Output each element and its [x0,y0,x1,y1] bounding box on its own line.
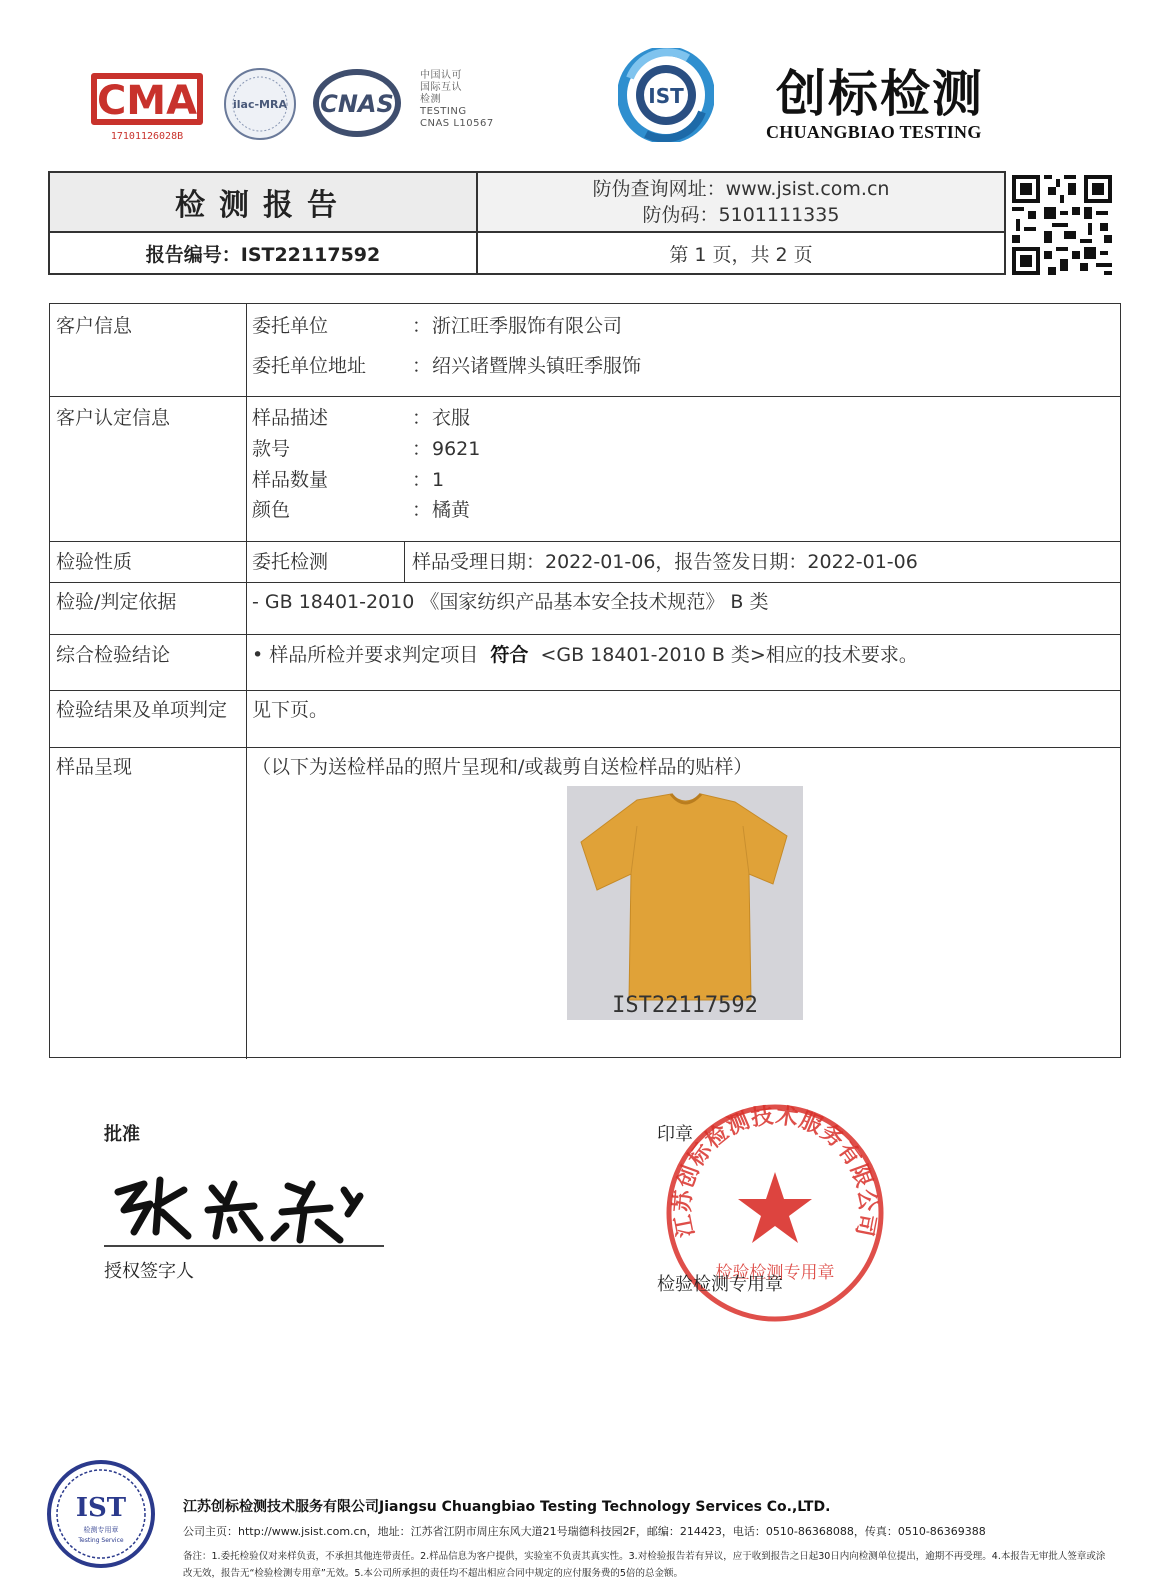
test-basis-label: 检验/判定依据 [56,591,177,613]
cma-number: 17101126028B [110,131,184,142]
colon: ： [412,438,432,460]
signer-role: 授权签字人 [104,1261,194,1282]
sample-desc-value: 衣服 [432,407,471,429]
footer-note: 备注：1.委托检验仅对来样负责，不承担其他连带责任。2.样品信息为客户提供，实验室不负责其真实性。3.对检验报告若有异议，应于收到报告之日起30日内向检测单位提出，逾期不再受理。4.本报告无审批人签章或涂改无效，报告无“检验检测专用章”无效。5.本公司所承担的责任均不超出相应合同中规定的应付服务费的5倍的总金额。 [183,1551,1106,1579]
cnas-caption [420,70,494,130]
footer-logo-sub1: 检测专用章 [83,1526,119,1534]
report-title-box [48,171,1006,275]
results-value: 见下页。 [252,699,329,721]
client-address-label: 委托单位地址 [252,355,367,377]
client-address-value: 绍兴诸暨牌头镇旺季服饰 [432,355,642,377]
cnas-line: CNAS L10567 [420,118,494,129]
anti-fake-info [478,173,1004,233]
footer-address: 公司主页：http://www.jsist.com.cn，地址：江苏省江阴市周庄东风大道21号瑞德科技园2F，邮编：214423，电话：0510-86368088，传真：0510-86369388 [183,1525,986,1538]
colon: ： [412,407,432,429]
sample-photo [567,786,803,1020]
ist-text: IST [648,84,684,108]
anti-fake-url: 防伪查询网址：www.jsist.com.cn [592,178,890,200]
brand-name-cn: 创标检测 [776,64,984,123]
conclusion-prefix: • 样品所检并要求判定项目 [252,644,479,666]
footer-logo-sub2: Testing Service [78,1537,124,1544]
cnas-line: 中国认可 [420,70,462,81]
anti-fake-code: 防伪码：5101111335 [642,204,840,226]
conclusion-verdict: 符合 [490,644,529,666]
style-no-value: 9621 [432,438,481,460]
cma-logo-icon [88,66,206,144]
cnas-logo-icon [310,66,404,140]
brand-name-en: CHUANGBIAO TESTING [766,122,982,142]
footer-logo-text: IST [75,1493,127,1523]
report-title: 检测报告 [50,173,478,233]
stamp-note: 检验检测专用章 [657,1274,783,1295]
footer-seal-icon [45,1458,157,1570]
page-indicator: 第 1 页，共 2 页 [669,243,813,266]
color-label: 颜色 [252,499,291,521]
qr-code-icon[interactable] [1012,175,1112,275]
conclusion-text [252,643,918,667]
cnas-line: 检测 [420,94,441,105]
seal-inner-text: 检验检测专用章 [715,1263,835,1283]
presentation-note: （以下为送检样品的照片呈现和/或裁剪自送检样品的贴样） [252,756,753,778]
cnas-text: CNAS [320,90,394,118]
conclusion-suffix: <GB 18401-2010 B 类>相应的技术要求。 [540,644,918,666]
cma-letters: CMA [96,78,198,124]
colon: ： [412,355,432,377]
footer-company: 江苏创标检测技术服务有限公司Jiangsu Chuangbiao Testing Technology Services Co.,LTD. [183,1499,831,1515]
stamp-label: 印章 [657,1124,693,1145]
test-nature-value: 委托检测 [252,551,329,573]
test-basis-value: - GB 18401-2010 《国家纺织产品基本安全技术规范》 B 类 [252,591,769,613]
client-value: 浙江旺季服饰有限公司 [432,315,623,337]
ilac-mra-logo-icon [222,66,298,142]
colon: ： [412,315,432,337]
customer-info-label: 客户信息 [56,315,133,337]
client-label: 委托单位 [252,315,329,337]
signature-icon [104,1170,384,1248]
report-number: 报告编号：IST22117592 [50,233,478,273]
sample-info-label: 客户认定信息 [56,407,171,429]
colon: ： [412,469,432,491]
ist-logo-icon [618,48,714,142]
style-no-label: 款号 [252,438,291,460]
sample-qty-value: 1 [432,469,445,491]
presentation-label: 样品呈现 [56,756,133,778]
approve-label: 批准 [104,1124,140,1145]
conclusion-label: 综合检验结论 [56,644,171,666]
signature-line [104,1245,384,1247]
cnas-line: TESTING [420,106,467,117]
ilac-text: ilac-MRA [233,98,287,111]
color-value: 橘黄 [432,499,471,521]
test-dates: 样品受理日期：2022-01-06，报告签发日期：2022-01-06 [412,551,918,573]
seal-ring-text: 江苏创标检测技术服务有限公司 [669,1102,881,1240]
photo-caption: IST22117592 [612,993,758,1018]
sample-qty-label: 样品数量 [252,469,329,491]
test-nature-label: 检验性质 [56,551,133,573]
results-label: 检验结果及单项判定 [56,699,228,721]
sample-desc-label: 样品描述 [252,407,329,429]
colon: ： [412,499,432,521]
cnas-line: 国际互认 [420,82,462,93]
